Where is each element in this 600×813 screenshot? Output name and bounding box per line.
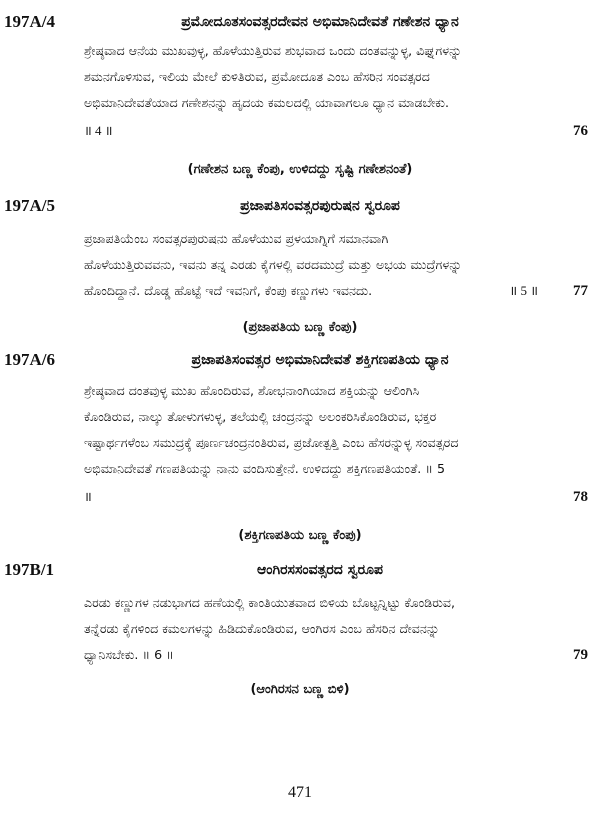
section-heading	[0, 10, 600, 34]
verse-end-row	[84, 118, 588, 144]
verse-end-mark: ॥ 5 ॥	[509, 283, 538, 298]
colour-note: (ಆಂಗಿರಸನ ಬಣ್ಣ ಬಿಳಿ)	[250, 682, 350, 697]
section-body	[84, 38, 588, 116]
body-line: ಅಭಿಮಾನಿದೇವತೆಯಾದ ಗಣೇಶನನ್ನು ಹೃದಯ ಕಮಲದಲ್ಲಿ ಯಾವಾಗಲೂ ಧ್ಯಾನ ಮಾಡಬೇಕು.	[84, 95, 449, 110]
section-code: 197B/1	[4, 560, 55, 579]
verse-end-row	[84, 642, 588, 668]
verse-number: 79	[573, 647, 588, 663]
verse-number: 76	[573, 123, 588, 139]
section-code: 197A/6	[4, 350, 55, 369]
colour-note: (ಶಕ್ತಿಗಣಪತಿಯ ಬಣ್ಣ ಕೆಂಪು)	[238, 528, 362, 543]
body-line: ಧ್ಯಾನಿಸಬೇಕು. ॥ 6 ॥	[84, 647, 174, 662]
section-body	[84, 378, 588, 482]
section-heading	[0, 194, 600, 218]
section-title: ಪ್ರಜಾಪತಿಸಂವತ್ಸರ ಅಭಿಮಾನಿದೇವತೆ ಶಕ್ತಿಗಣಪತಿಯ ಧ್ಯಾನ	[191, 352, 449, 368]
body-line: ಶಮನಗೊಳಿಸುವ, ಇಲಿಯ ಮೇಲೆ ಕುಳಿತಿರುವ, ಪ್ರಮೋದೂತ ಎಂಬ ಹೆಸರಿನ ಸಂವತ್ಸರದ	[84, 69, 430, 84]
section-title: ಪ್ರಮೋದೂತಸಂವತ್ಸರದೇವನ ಅಭಿಮಾನಿದೇವತೆ ಗಣೇಶನ ಧ್ಯಾನ	[181, 14, 459, 30]
section-heading	[0, 348, 600, 372]
verse-end-mark: ॥ 4 ॥	[84, 123, 113, 138]
colour-note: (ಗಣೇಶನ ಬಣ್ಣ ಕೆಂಪು, ಉಳಿದದ್ದು ಸೃಷ್ಟಿ ಗಣೇಶನಂತೆ)	[187, 162, 413, 177]
section-body	[84, 226, 588, 278]
body-line: ಎರಡು ಕಣ್ಣುಗಳ ನಡುಭಾಗದ ಹಣೆಯಲ್ಲಿ ಕಾಂತಿಯುತವಾದ ಬಿಳಿಯ ಬೊಟ್ಟನ್ನಿಟ್ಟು ಕೊಂಡಿರುವ,	[84, 595, 455, 610]
verse-number: 78	[573, 489, 588, 505]
page-number: 471	[288, 784, 312, 801]
body-line: ಶ್ರೇಷ್ಠವಾದ ದಂತವುಳ್ಳ ಮುಖ ಹೊಂದಿರುವ, ಶೋಭನಾಂಗಿಯಾದ ಶಕ್ತಿಯನ್ನು ಆಲಿಂಗಿಸಿ	[84, 383, 420, 398]
verse-number: 77	[573, 283, 588, 299]
section-heading	[0, 558, 600, 582]
body-line: ಕೊಂಡಿರುವ, ನಾಲ್ಕು ತೋಳುಗಳುಳ್ಳ, ತಲೆಯಲ್ಲಿ ಚಂದ್ರನನ್ನು ಅಲಂಕರಿಸಿಕೊಂಡಿರುವ, ಭಕ್ತರ	[84, 409, 437, 424]
section-title: ಪ್ರಜಾಪತಿಸಂವತ್ಸರಪುರುಷನ ಸ್ವರೂಪ	[240, 198, 400, 214]
body-line: ಶ್ರೇಷ್ಠವಾದ ಆನೆಯ ಮುಖವುಳ್ಳ, ಹೊಳೆಯುತ್ತಿರುವ ಶುಭವಾದ ಒಂದು ದಂತವನ್ನುಳ್ಳ, ವಿಘ್ನಗಳನ್ನು	[84, 43, 462, 58]
section-body	[84, 590, 588, 642]
verse-end-mark: ॥	[84, 489, 92, 504]
body-line: ಅಭಿಮಾನಿದೇವತೆ ಗಣಪತಿಯನ್ನು ನಾನು ವಂದಿಸುತ್ತೇನೆ. ಉಳಿದದ್ದು ಶಕ್ತಿಗಣಪತಿಯಂತೆ. ॥ 5	[84, 461, 446, 476]
verse-end-row	[84, 484, 588, 510]
colour-note: (ಪ್ರಜಾಪತಿಯ ಬಣ್ಣ ಕೆಂಪು)	[242, 320, 358, 335]
body-line: ತನ್ನೆರಡು ಕೈಗಳಿಂದ ಕಮಲಗಳನ್ನು ಹಿಡಿದುಕೊಂಡಿರುವ, ಆಂಗಿರಸ ಎಂಬ ಹೆಸರಿನ ದೇವನನ್ನು	[84, 621, 440, 636]
body-line: ಇಷ್ಟಾರ್ಥಗಳೆಂಬ ಸಮುದ್ರಕ್ಕೆ ಪೂರ್ಣಚಂದ್ರನಂತಿರುವ, ಪ್ರಜೋತ್ಪತ್ತಿ ಎಂಬ ಹೆಸರನ್ನುಳ್ಳ ಸಂವತ್ಸರದ	[84, 435, 459, 450]
body-line: ಹೊಂದಿದ್ದಾನೆ. ದೊಡ್ಡ ಹೊಟ್ಟೆ ಇದೆ ಇವನಿಗೆ, ಕೆಂಪು ಕಣ್ಣುಗಳು ಇವನದು.	[84, 283, 373, 298]
body-line: ಪ್ರಜಾಪತಿಯೆಂಬ ಸಂವತ್ಸರಪುರುಷನು ಹೊಳೆಯುವ ಪ್ರಳಯಾಗ್ನಿಗೆ ಸಮಾನವಾಗಿ	[84, 231, 389, 246]
section-code: 197A/5	[4, 196, 55, 215]
body-line: ಹೊಳೆಯುತ್ತಿರುವವನು, ಇವನು ತನ್ನ ಎರಡು ಕೈಗಳಲ್ಲಿ ವರದಮುದ್ರೆ ಮತ್ತು ಅಭಯ ಮುದ್ರೆಗಳನ್ನು	[84, 257, 462, 272]
section-title: ಆಂಗಿರಸಸಂವತ್ಸರದ ಸ್ವರೂಪ	[257, 562, 383, 578]
verse-end-row	[84, 278, 588, 304]
section-code: 197A/4	[4, 12, 55, 31]
